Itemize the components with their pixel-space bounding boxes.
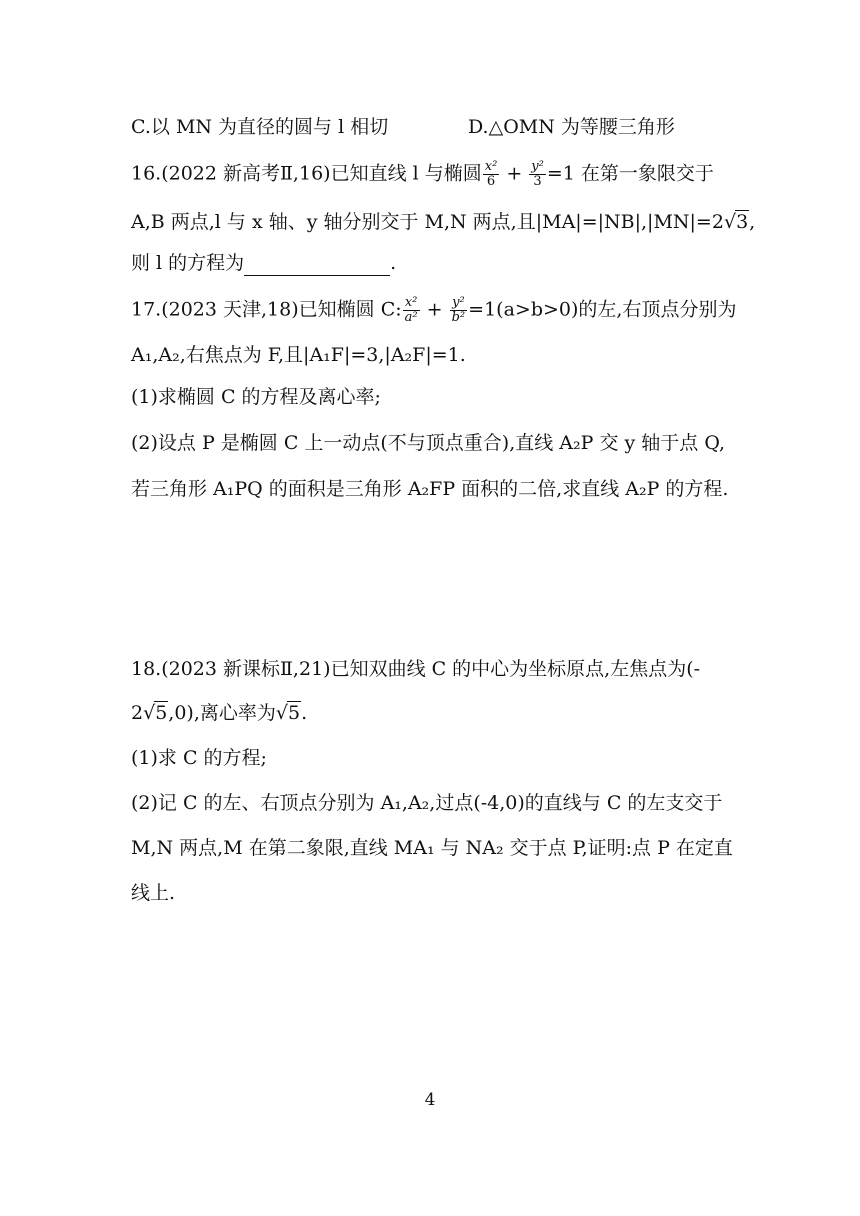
q18-sub2-line3: 线上. xyxy=(131,882,176,904)
q16-line-1 xyxy=(131,160,714,189)
q16-stem-part2: =1 在第一象限交于 xyxy=(546,162,714,185)
radicand: 5 xyxy=(288,702,301,724)
plus-sign: + xyxy=(420,298,449,321)
q17-sub1: (1)求椭圆 C 的方程及离心率; xyxy=(131,386,381,408)
fraction-numerator: y² xyxy=(450,296,468,311)
fraction-denominator: b² xyxy=(451,310,466,325)
q16-line-2 xyxy=(131,209,755,235)
q18-sub2-line1: (2)记 C 的左、右顶点分别为 A₁,A₂,过点(-4,0)的直线与 C 的左支交于 xyxy=(131,792,723,814)
q18-line-1: 18.(2023 新课标Ⅱ,21)已知双曲线 C 的中心为坐标原点,左焦点为(- xyxy=(131,658,701,680)
radical-sign: √ xyxy=(275,702,288,724)
answer-blank[interactable] xyxy=(244,257,390,276)
q18-line2-period: . xyxy=(301,702,308,724)
radical-sign: √ xyxy=(143,702,156,724)
fraction-denominator: a² xyxy=(404,310,418,325)
q16-line2-comma: , xyxy=(749,211,756,233)
sqrt-5 xyxy=(143,700,168,726)
q15-option-c: C.以 MN 为直径的圆与 l 相切 xyxy=(131,116,389,138)
ellipse-fraction-x xyxy=(483,160,500,189)
q17-line-2: A₁,A₂,右焦点为 F,且|A₁F|=3,|A₂F|=1. xyxy=(131,344,466,366)
plus-sign: + xyxy=(500,162,529,185)
ellipse-fraction-y xyxy=(450,296,468,325)
q15-option-d: D.△OMN 为等腰三角形 xyxy=(468,116,675,138)
q18-line-2 xyxy=(131,700,307,726)
q16-line2-text: A,B 两点,l 与 x 轴、y 轴分别交于 M,N 两点,且|MA|=|NB|,|MN|=2 xyxy=(131,211,724,233)
q18-line2-coef: 2 xyxy=(131,702,144,724)
q18-line2-text: ,0),离心率为 xyxy=(168,702,276,724)
q16-line-3 xyxy=(131,250,396,276)
fraction-denominator: 3 xyxy=(533,174,542,189)
ellipse-fraction-y xyxy=(529,160,546,189)
sqrt-5 xyxy=(276,700,301,726)
fraction-numerator: x² xyxy=(484,159,498,174)
q18-sub1: (1)求 C 的方程; xyxy=(131,747,267,769)
sqrt-3 xyxy=(724,209,749,235)
q17-sub2-line1: (2)设点 P 是椭圆 C 上一动点(不与顶点重合),直线 A₂P 交 y 轴于点 Q, xyxy=(131,432,725,454)
q17-line-1 xyxy=(131,296,736,325)
q16-line3-text: 则 l 的方程为 xyxy=(131,252,245,274)
radical-sign: √ xyxy=(723,211,737,233)
ellipse-fraction-x xyxy=(403,296,420,325)
fraction-denominator: 6 xyxy=(486,174,496,189)
radicand: 3 xyxy=(736,211,749,233)
q17-sub2-line2: 若三角形 A₁PQ 的面积是三角形 A₂FP 面积的二倍,求直线 A₂P 的方程. xyxy=(131,478,729,500)
q17-stem-part2: =1(a>b>0)的左,右顶点分别为 xyxy=(468,298,737,321)
q15-options-line xyxy=(131,114,675,140)
q16-stem-part1: 16.(2022 新高考Ⅱ,16)已知直线 l 与椭圆 xyxy=(131,162,482,185)
fraction-numerator: x² xyxy=(403,296,420,311)
fraction-numerator: y² xyxy=(531,159,544,174)
page-number: 4 xyxy=(424,1090,436,1110)
q18-sub2-line2: M,N 两点,M 在第二象限,直线 MA₁ 与 NA₂ 交于点 P,证明:点 P 在定直 xyxy=(131,837,733,859)
radicand: 5 xyxy=(155,702,168,724)
q17-stem-part1: 17.(2023 天津,18)已知椭圆 C: xyxy=(131,298,402,321)
q16-line3-period: . xyxy=(390,252,397,274)
